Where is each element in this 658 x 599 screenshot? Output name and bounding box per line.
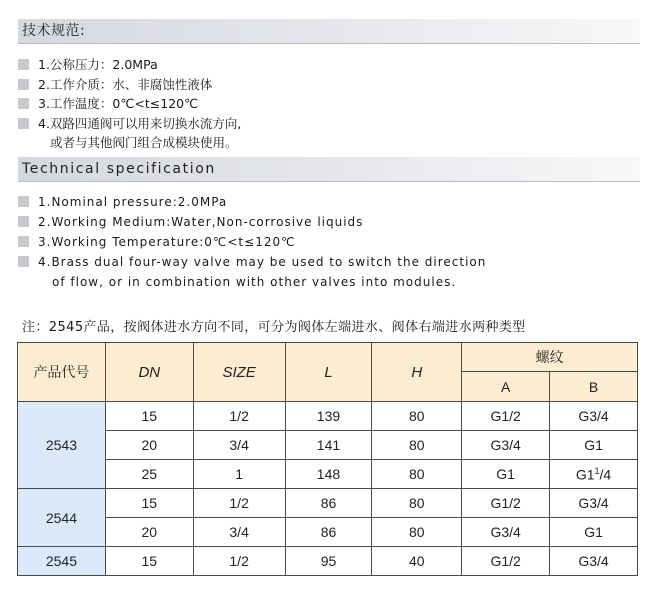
- thread-b-main: G1: [575, 466, 595, 483]
- header-thread-a: A: [462, 372, 550, 402]
- thread-b-cell: G1: [550, 518, 638, 547]
- spec-item: 1.公称压力：2.0MPa: [18, 55, 241, 75]
- square-bullet-icon: [18, 256, 29, 267]
- h-cell: 80: [372, 518, 462, 547]
- square-bullet-icon: [18, 98, 29, 109]
- table-row: [18, 431, 638, 460]
- spec-item-continuation: of flow, or in combination with other valves into modules.: [52, 275, 457, 289]
- l-cell: 148: [285, 460, 372, 489]
- thread-a-cell: G1/2: [462, 547, 550, 576]
- thread-b-sup: 1: [594, 465, 600, 476]
- l-cell: 95: [285, 547, 372, 576]
- spec-item: 4.双路四通阀可以用来切换水流方向,: [18, 114, 241, 134]
- thread-b-cell: G1: [550, 431, 638, 460]
- dn-cell: 20: [105, 518, 193, 547]
- spec-item: 4.Brass dual four-way valve may be used to switch the direction: [18, 252, 486, 272]
- thread-b-cell: G3/4: [550, 402, 638, 431]
- dn-cell: 15: [105, 402, 193, 431]
- h-cell: 80: [372, 431, 462, 460]
- section-divider: [18, 43, 640, 44]
- thread-b-cell: G3/4: [550, 489, 638, 518]
- spec-item: 1.Nominal pressure:2.0MPa: [18, 192, 486, 212]
- thread-a-cell: G1/2: [462, 402, 550, 431]
- thread-b-cell: [550, 460, 638, 489]
- thread-a-cell: G1/2: [462, 489, 550, 518]
- dn-cell: 20: [105, 431, 193, 460]
- size-cell: 3/4: [193, 431, 285, 460]
- dn-cell: 15: [105, 547, 193, 576]
- l-cell: 141: [285, 431, 372, 460]
- dn-cell: 25: [105, 460, 193, 489]
- h-cell: 80: [372, 402, 462, 431]
- square-bullet-icon: [18, 79, 29, 90]
- square-bullet-icon: [18, 118, 29, 129]
- thread-b-tail: /4: [599, 466, 612, 483]
- header-thread: 螺纹: [462, 343, 638, 372]
- section-title-en: Technical specification: [18, 157, 640, 181]
- table-row: [18, 460, 638, 489]
- table-row: [18, 518, 638, 547]
- l-cell: 86: [285, 518, 372, 547]
- header-dn: DN: [105, 343, 193, 402]
- spec-list-en: [18, 192, 486, 292]
- square-bullet-icon: [18, 216, 29, 227]
- h-cell: 40: [372, 547, 462, 576]
- thread-b-cell: G3/4: [550, 547, 638, 576]
- spec-table: [17, 342, 638, 576]
- table-row: [18, 402, 638, 431]
- header-model: 产品代号: [18, 343, 106, 402]
- size-cell: 1: [193, 460, 285, 489]
- product-note: 注：2545产品，按阀体进水方向不同，可分为阀体左端进水、阀体右端进水两种类型: [22, 320, 526, 335]
- model-cell: 2544: [18, 489, 106, 547]
- spec-item: 2.工作介质：水、非腐蚀性液体: [18, 75, 241, 95]
- thread-a-cell: G3/4: [462, 518, 550, 547]
- table-row: [18, 489, 638, 518]
- table-row: [18, 547, 638, 576]
- section-title-cn: 技术规范:: [18, 19, 640, 43]
- thread-a-cell: G1: [462, 460, 550, 489]
- size-cell: 1/2: [193, 489, 285, 518]
- l-cell: 139: [285, 402, 372, 431]
- h-cell: 80: [372, 460, 462, 489]
- square-bullet-icon: [18, 236, 29, 247]
- h-cell: 80: [372, 489, 462, 518]
- l-cell: 86: [285, 489, 372, 518]
- size-cell: 3/4: [193, 518, 285, 547]
- square-bullet-icon: [18, 59, 29, 70]
- size-cell: 1/2: [193, 547, 285, 576]
- spec-item: 2.Working Medium:Water,Non-corrosive liquids: [18, 212, 486, 232]
- spec-item: 3.Working Temperature:0℃<t≤120℃: [18, 232, 486, 252]
- square-bullet-icon: [18, 196, 29, 207]
- size-cell: 1/2: [193, 402, 285, 431]
- model-cell: 2543: [18, 402, 106, 489]
- header-thread-b: B: [550, 372, 638, 402]
- header-size: SIZE: [193, 343, 285, 402]
- thread-a-cell: G3/4: [462, 431, 550, 460]
- spec-list-cn: [18, 55, 241, 153]
- spec-item-continuation: 或者与其他阀门组合成模块使用。: [50, 135, 238, 150]
- model-cell: 2545: [18, 547, 106, 576]
- header-l: L: [285, 343, 372, 402]
- dn-cell: 15: [105, 489, 193, 518]
- header-h: H: [372, 343, 462, 402]
- section-divider: [18, 181, 640, 182]
- spec-item: 3.工作温度：0℃<t≤120℃: [18, 94, 241, 114]
